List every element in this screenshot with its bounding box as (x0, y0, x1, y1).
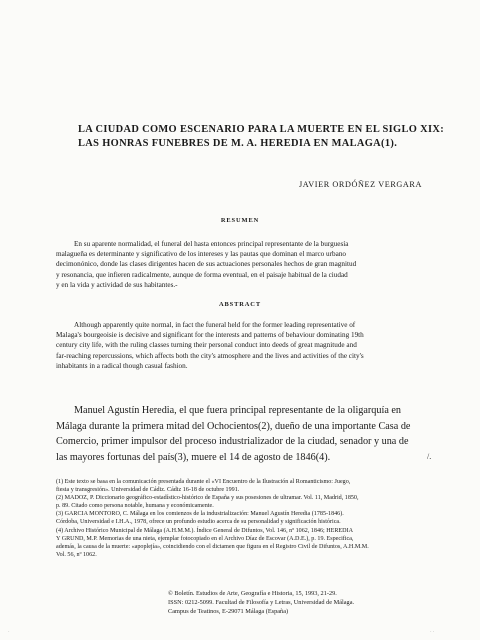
article-title-line-1: LA CIUDAD COMO ESCENARIO PARA LA MUERTE EN EL SIGLO XIX: (78, 124, 445, 135)
footnote-line: p. 89. Citado como persona notable, humana y económicamente. (56, 503, 214, 510)
resumen-line: y en la vida y actividad de sus habitantes.- (56, 280, 178, 289)
body-line: Málaga durante la primera mitad del Ochocientos(2), dueño de una importante Casa de (56, 420, 411, 432)
resumen-heading: RESUMEN (220, 217, 260, 224)
footnote-line: Vol. 56, nº 1062. (56, 551, 97, 558)
footer-citation: © Boletín. Estudios de Arte, Geografía e Historia, 15, 1993, 21-29. (168, 590, 337, 597)
resumen-line: En su aparente normalidad, el funeral del hasta entonces principal representante de la burguesía (74, 240, 349, 248)
body-paragraph (56, 403, 436, 465)
footnote-3 (56, 510, 436, 526)
abstract-paragraph (56, 320, 432, 371)
footer-issn: ISSN: 0212-5099. Facultad de Filosofía y Letras, Universidad de Málaga. (168, 599, 355, 607)
abstract-line: Malaga's bourgeoisie is decisive and significant for the interests and patterns of behaviour dominating 19th (56, 331, 364, 340)
resumen-line: decimonónico, donde las clases dirigentes hacen de sus actuaciones personales hechos de gran magnitud (56, 260, 357, 269)
resumen-line: malagueña es determinante y significativo de los intereses y las pautas que dominan el marco urbano (56, 250, 347, 259)
author-name: JAVIER ORDÓÑEZ VERGARA (299, 180, 422, 189)
abstract-line: far-reaching repercussions, which affects both the city's atmosphere and the lives and activities of the city's (56, 351, 364, 360)
footnote-line: (2) MADOZ, P. Diccionario geográfico-estadístico-histórico de España y sus posesiones de ultramar. Vol. 11, Madrid, 1850, (56, 495, 359, 502)
footnote-line: Córdoba, Universidad e I.H.A., 1978, ofrece un profundo estudio acerca de su personalidad y significación histórica. (56, 519, 341, 526)
resumen-line: y resonancia, que infieren radicalmente, aunque de forma eventual, en el paisaje habitual de la ciudad (56, 270, 348, 279)
footnote-line: (1) Este texto se basa en la comunicación presentada durante el «VI Encuentro de la Ilustración al Romanticismo: Juego, (56, 479, 351, 485)
footnote-line: Y GRUND, M.P. Memorias de una nieta, ejemplar fotocopiado en el Archivo Díaz de Escovar (A.D.E.), p. 19. Especifica, (56, 535, 354, 542)
margin-mark: /. (427, 452, 432, 461)
article-title (78, 123, 445, 151)
abstract-heading: ABSTRACT (218, 301, 261, 308)
footer-address: Campus de Teatinos, E-29071 Málaga (España) (168, 608, 289, 616)
scan-edge-mark-right: · · (430, 630, 435, 635)
abstract-line: century city life, with the ruling classes turning their personal conduct into deeds of great magnitude and (56, 341, 357, 350)
resumen-paragraph (56, 239, 432, 290)
footnote-line: (4) Archivo Histórico Municipal de Málaga (A.H.M.M.). Índice General de Difuntos, Vol. 146, nº 1062, 1846; HEREDIA (56, 527, 353, 534)
footnote-4 (56, 527, 436, 559)
publication-footer (168, 589, 408, 617)
body-line: Manuel Agustín Heredia, el que fuera principal representante de la oligarquía en (74, 405, 401, 416)
footnote-1 (56, 478, 436, 494)
body-line: las mayores fortunas del país(3), muere el 14 de agosto de 1846(4). (56, 451, 331, 463)
abstract-line: inhabitants in a radical though casual fashion. (56, 361, 188, 370)
footnote-line: además, la causa de la muerte: «apoplejía», coincidiendo con el dictamen que figura en el Registro Civil de Difuntos, A.H.M.M. (56, 543, 369, 550)
body-line: Comercio, primer impulsor del proceso industrializador de la ciudad, senador y una de (56, 436, 409, 448)
scan-edge-mark-left: · (8, 630, 10, 635)
footnotes (56, 478, 436, 559)
footnote-line: (3) GARCIA MONTORO, C. Málaga en los comienzos de la industrialización: Manuel Agustín Heredia (1785-1846). (56, 511, 344, 518)
footnote-2 (56, 494, 436, 510)
article-title-line-2: LAS HONRAS FUNEBRES DE M. A. HEREDIA EN MALAGA(1). (78, 138, 398, 149)
abstract-line: Although apparently quite normal, in fact the funeral held for the former leading representative of (74, 321, 356, 329)
footnote-line: fiesta y transgresión». Universidad de Cádiz. Cádiz 16-18 de octubre 1991. (56, 487, 240, 494)
